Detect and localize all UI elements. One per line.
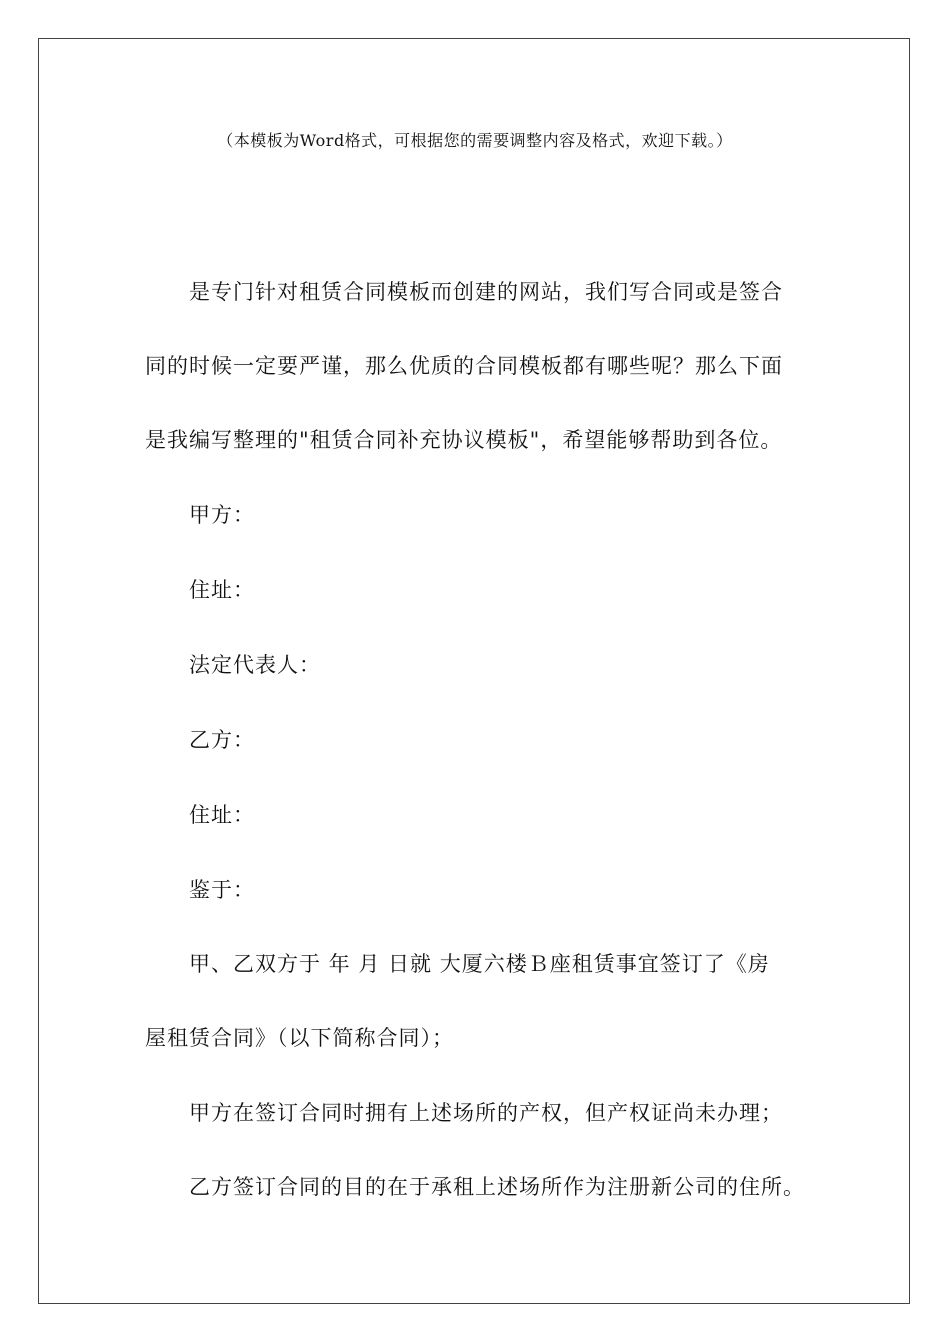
intro-line-3: 是我编写整理的"租赁合同补充协议模板"，希望能够帮助到各位。 — [145, 428, 783, 452]
party-a-label: 甲方： — [189, 503, 255, 527]
clause-3: 乙方签订合同的目的在于承租上述场所作为注册新公司的住所。 — [189, 1175, 805, 1199]
clause-1-line-2: 屋租赁合同》（以下简称合同）； — [145, 1026, 454, 1050]
party-b-label: 乙方： — [189, 728, 255, 752]
intro-line-2: 同的时候一定要严谨，那么优质的合同模板都有哪些呢？那么下面 — [145, 354, 783, 378]
party-b-address-label: 住址： — [189, 803, 255, 827]
intro-line-1: 是专门针对租赁合同模板而创建的网站，我们写合同或是签合 — [189, 280, 783, 304]
clause-1-line-1: 甲、乙双方于 年 月 日就 大厦六楼Ｂ座租赁事宜签订了《房 — [189, 952, 770, 976]
whereas-label: 鉴于： — [189, 878, 255, 902]
legal-rep-label: 法定代表人： — [189, 653, 321, 677]
clause-2: 甲方在签订合同时拥有上述场所的产权，但产权证尚未办理； — [189, 1101, 783, 1125]
party-a-address-label: 住址： — [189, 578, 255, 602]
template-note: （本模板为Word格式，可根据您的需要调整内容及格式，欢迎下载。） — [217, 131, 733, 150]
